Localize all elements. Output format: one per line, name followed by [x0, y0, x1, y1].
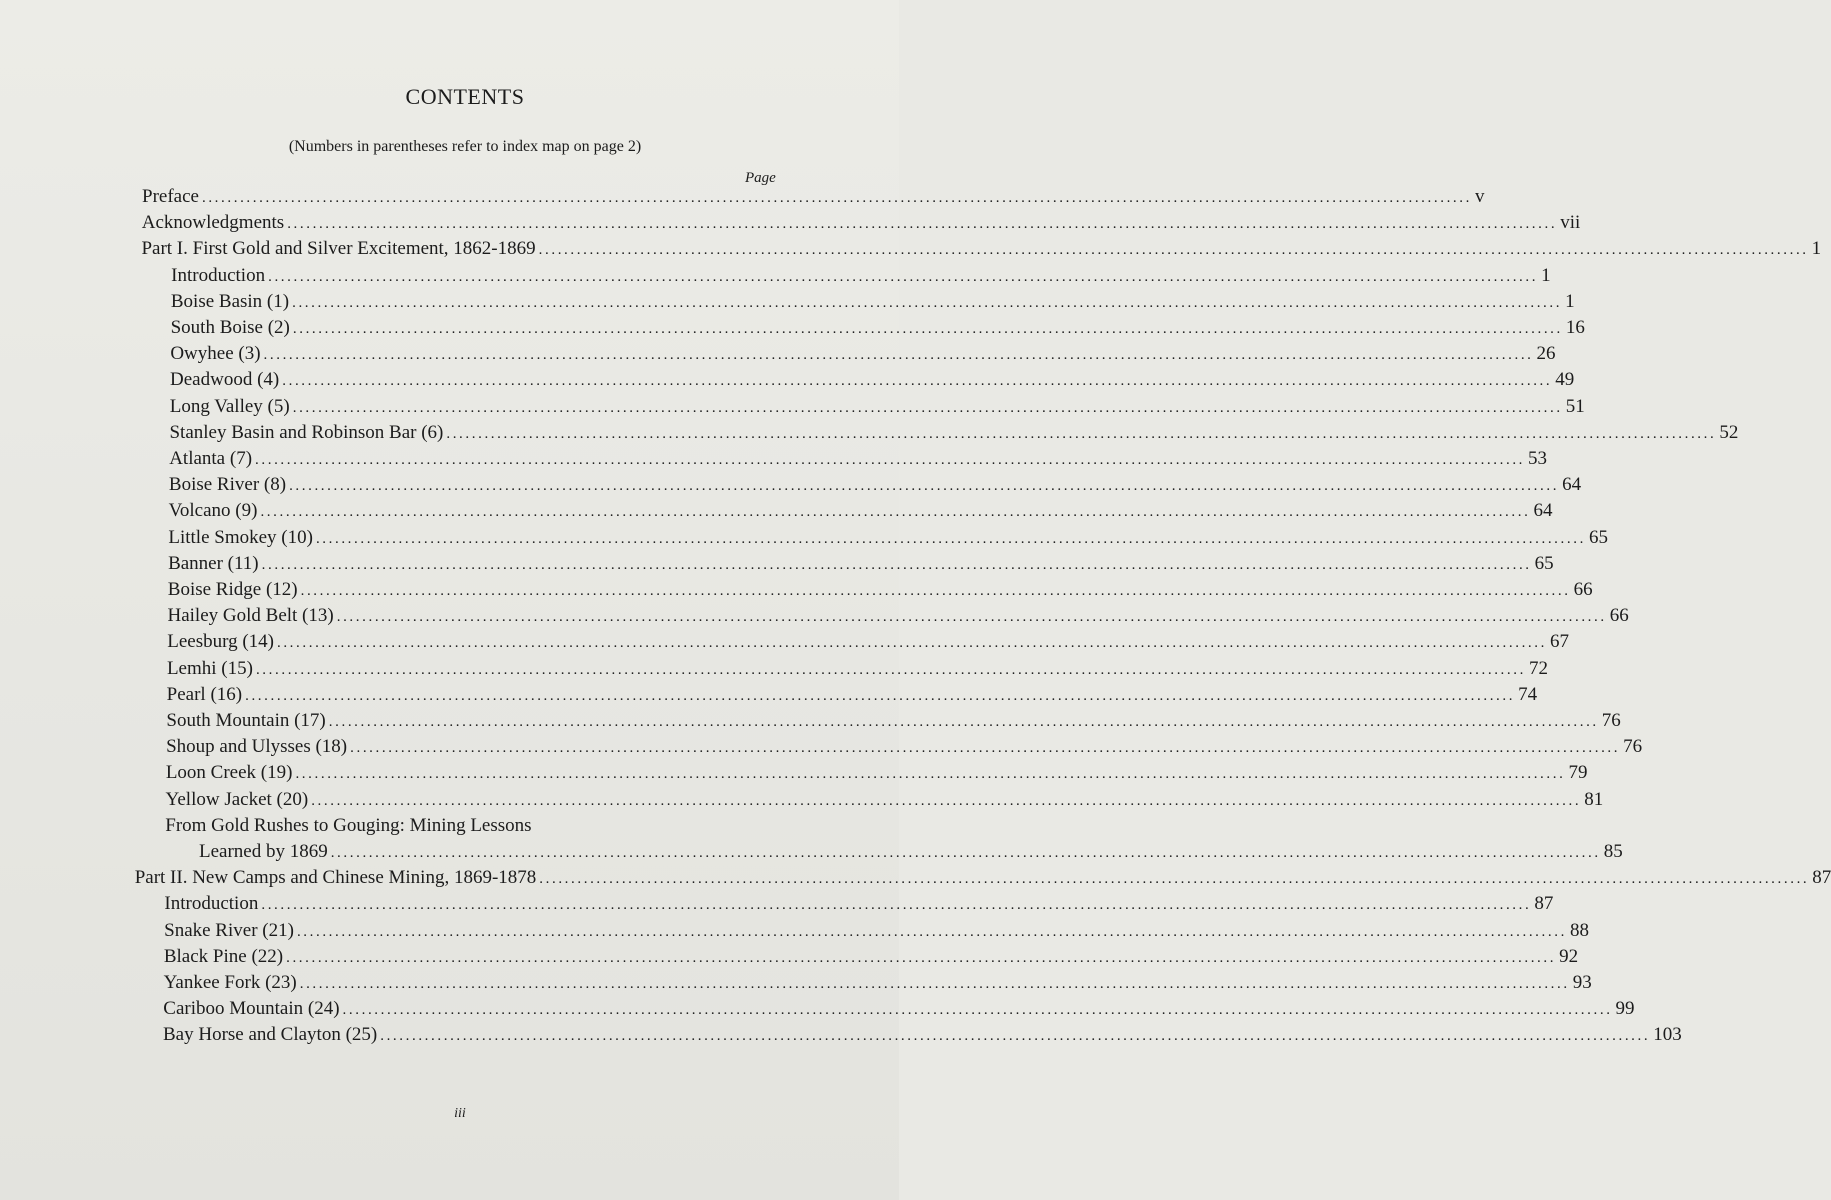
dot-leader: ........................................................................................................................................................................................................: [255, 452, 1526, 468]
toc-entry-page-number: 74: [1518, 683, 1538, 705]
toc-entry-page-number: v: [1474, 186, 1485, 207]
page-column-label: Page: [745, 170, 776, 186]
toc-entry-label: South Mountain (17): [166, 710, 326, 731]
toc-entry: [166, 710, 1621, 734]
toc-entry-page-number: 76: [1623, 736, 1643, 758]
toc-entry: [166, 736, 1643, 760]
toc-entry-label: Preface: [142, 186, 199, 207]
dot-leader: ........................................................................................................................................................................................................: [287, 216, 1558, 233]
toc-entry-page-number: 103: [1653, 1024, 1682, 1046]
toc-entry-page-number: 85: [1603, 841, 1623, 862]
dot-leader: ........................................................................................................................................................................................................: [261, 897, 1532, 914]
toc-entry-page-number: 64: [1562, 474, 1582, 496]
toc-entry: [141, 212, 1581, 236]
dot-leader: ........................................................................................................................................................................................................: [330, 845, 1601, 861]
dot-leader: ........................................................................................................................................................................................................: [201, 190, 1472, 206]
toc-entry: [170, 343, 1556, 367]
toc-entry-label: Owyhee (3): [170, 343, 261, 365]
toc-entry: [169, 448, 1548, 472]
toc-entry-page-number: 52: [1719, 421, 1739, 443]
toc-entry: [163, 945, 1579, 970]
dot-leader: ........................................................................................................................................................................................................: [292, 321, 1563, 337]
toc-entry: [170, 290, 1575, 315]
toc-entry: [167, 631, 1569, 655]
toc-entry-label: Black Pine (22): [163, 945, 284, 967]
toc-entry-page-number: 66: [1573, 579, 1593, 600]
toc-entry-label: Learned by 1869: [198, 841, 328, 862]
toc-entry-label: Lemhi (15): [166, 657, 253, 679]
dot-leader: ........................................................................................................................................................................................................: [276, 635, 1547, 652]
dot-leader: ........................................................................................................................................................................................................: [350, 740, 1621, 757]
dot-leader: ........................................................................................................................................................................................................: [446, 425, 1717, 442]
toc-entry-page-number: 49: [1555, 369, 1575, 391]
toc-entry: [169, 395, 1585, 420]
toc-entry-page-number: 87: [1812, 867, 1831, 889]
dot-leader: ........................................................................................................................................................................................................: [311, 792, 1582, 809]
dot-leader: ........................................................................................................................................................................................................: [538, 242, 1809, 259]
toc-entry: [164, 893, 1554, 917]
toc-entry: [165, 762, 1588, 786]
index-map-note: (Numbers in parentheses refer to index map on page 2): [288, 138, 642, 155]
toc-entry: [142, 186, 1485, 210]
toc-entry-page-number: 66: [1609, 605, 1629, 627]
dot-leader: ........................................................................................................................................................................................................: [315, 530, 1586, 547]
dot-leader: ........................................................................................................................................................................................................: [261, 556, 1532, 573]
toc-entry-page-number: 92: [1559, 945, 1579, 967]
toc-entry: [171, 264, 1551, 289]
dot-leader: ........................................................................................................................................................................................................: [268, 268, 1539, 285]
toc-entry-page-number: 65: [1534, 552, 1554, 574]
toc-entry: [163, 998, 1635, 1022]
toc-entry-label: Long Valley (5): [169, 395, 290, 417]
toc-entry: [163, 1024, 1682, 1048]
toc-entry: [141, 238, 1822, 262]
toc-entry-label: South Boise (2): [170, 317, 290, 338]
toc-entry-page-number: 87: [1534, 893, 1554, 915]
toc-entry: [170, 369, 1575, 393]
dot-leader: ........................................................................................................................................................................................................: [292, 294, 1563, 311]
toc-entry-page-number: 51: [1565, 395, 1585, 417]
dot-leader: ........................................................................................................................................................................................................: [299, 976, 1570, 992]
toc-entry-page-number: vii: [1560, 212, 1581, 234]
toc-entry-label: Introduction: [164, 893, 259, 915]
toc-entry: [169, 421, 1739, 446]
dot-leader: ........................................................................................................................................................................................................: [296, 923, 1567, 940]
toc-entry-label: Boise Basin (1): [170, 290, 290, 312]
toc-entry: [170, 317, 1585, 341]
toc-entry-label: Deadwood (4): [170, 369, 280, 391]
toc-entry-page-number: 72: [1528, 657, 1548, 679]
toc-entry-page-number: 79: [1568, 762, 1588, 784]
toc-entry-page-number: 53: [1528, 448, 1548, 469]
dot-leader: ........................................................................................................................................................................................................: [380, 1028, 1651, 1045]
page-title: CONTENTS: [405, 84, 525, 109]
toc-entry: [168, 526, 1608, 551]
dot-leader: ........................................................................................................................................................................................................: [255, 661, 1526, 678]
toc-entry-label: Boise Ridge (12): [167, 579, 298, 600]
toc-entry: [166, 683, 1538, 708]
toc-entry-page-number: 1: [1565, 290, 1575, 312]
dot-leader: ........................................................................................................................................................................................................: [539, 871, 1810, 888]
toc-entry: [168, 474, 1582, 498]
toc-entry-label: Yankee Fork (23): [163, 972, 297, 993]
toc-entry-label: Acknowledgments: [141, 212, 285, 234]
toc-entry-label: Shoup and Ulysses (18): [166, 736, 348, 758]
toc-entry-page-number: 76: [1601, 710, 1621, 731]
toc-entry-label: Snake River (21): [164, 919, 294, 941]
toc-entry: [167, 579, 1593, 603]
dot-leader: ........................................................................................................................................................................................................: [282, 373, 1553, 390]
toc-entry: [163, 972, 1592, 996]
toc-entry: [166, 657, 1548, 682]
dot-leader: ........................................................................................................................................................................................................: [300, 583, 1571, 599]
toc-entry-page-number: 1: [1541, 264, 1551, 286]
toc-entry-label: Hailey Gold Belt (13): [167, 605, 334, 627]
toc-entry-label: Bay Horse and Clayton (25): [163, 1024, 378, 1046]
toc-entry-label: Boise River (8): [168, 474, 287, 496]
dot-leader: ........................................................................................................................................................................................................: [286, 949, 1557, 966]
toc-entry-page-number: 88: [1569, 919, 1589, 941]
toc-entry-label: Cariboo Mountain (24): [163, 998, 340, 1020]
toc-entry-label: Pearl (16): [166, 683, 243, 705]
toc-entry-label: Banner (11): [168, 552, 259, 574]
page-folio: iii: [454, 1106, 466, 1121]
toc-entry-label: Part II. New Camps and Chinese Mining, 1869-1878: [134, 867, 537, 889]
toc-entry: [134, 867, 1831, 891]
dot-leader: ........................................................................................................................................................................................................: [295, 766, 1566, 783]
toc-entry: [165, 788, 1604, 813]
toc-entry-label: Volcano (9): [168, 500, 258, 522]
toc-entry-label: Stanley Basin and Robinson Bar (6): [169, 421, 444, 443]
toc-entry-label: Part I. First Gold and Silver Excitement, 1862-1869: [141, 238, 536, 260]
toc-entry: [198, 841, 1623, 865]
toc-entry-label: Atlanta (7): [169, 448, 253, 469]
toc-entry-label: Introduction: [171, 264, 266, 286]
toc-entry-page-number: 81: [1584, 788, 1604, 810]
toc-entry-label: Leesburg (14): [167, 631, 274, 653]
toc-entry: [167, 605, 1629, 629]
toc-entry-label: Loon Creek (19): [165, 762, 293, 784]
toc-entry-page-number: 65: [1588, 526, 1608, 548]
toc-entry-page-number: 67: [1549, 631, 1569, 653]
toc-entry: [168, 500, 1553, 524]
dot-leader: ........................................................................................................................................................................................................: [328, 714, 1599, 730]
dot-leader: ........................................................................................................................................................................................................: [263, 347, 1534, 364]
toc-entry-label: Little Smokey (10): [168, 526, 313, 548]
dot-leader: ........................................................................................................................................................................................................: [292, 399, 1563, 416]
toc-entry-page-number: 99: [1615, 998, 1635, 1020]
toc-entry-label: Yellow Jacket (20): [165, 788, 309, 810]
dot-leader: ........................................................................................................................................................................................................: [289, 478, 1560, 495]
toc-entry-page-number: 16: [1565, 317, 1585, 338]
dot-leader: ........................................................................................................................................................................................................: [260, 504, 1531, 521]
toc-entry-page-number: 93: [1572, 972, 1592, 993]
dot-leader: ........................................................................................................................................................................................................: [336, 609, 1607, 626]
toc-entry-page-number: 26: [1536, 343, 1556, 365]
dot-leader: ........................................................................................................................................................................................................: [245, 687, 1516, 704]
toc-entry: [165, 815, 787, 839]
toc-entry-page-number: 1: [1811, 238, 1822, 260]
toc-entry-label: From Gold Rushes to Gouging: Mining Lessons: [165, 814, 532, 836]
toc-entry: [168, 552, 1554, 577]
toc-entry: [164, 919, 1589, 944]
dot-leader: ........................................................................................................................................................................................................: [342, 1002, 1613, 1019]
toc-entry-page-number: 64: [1533, 500, 1553, 522]
